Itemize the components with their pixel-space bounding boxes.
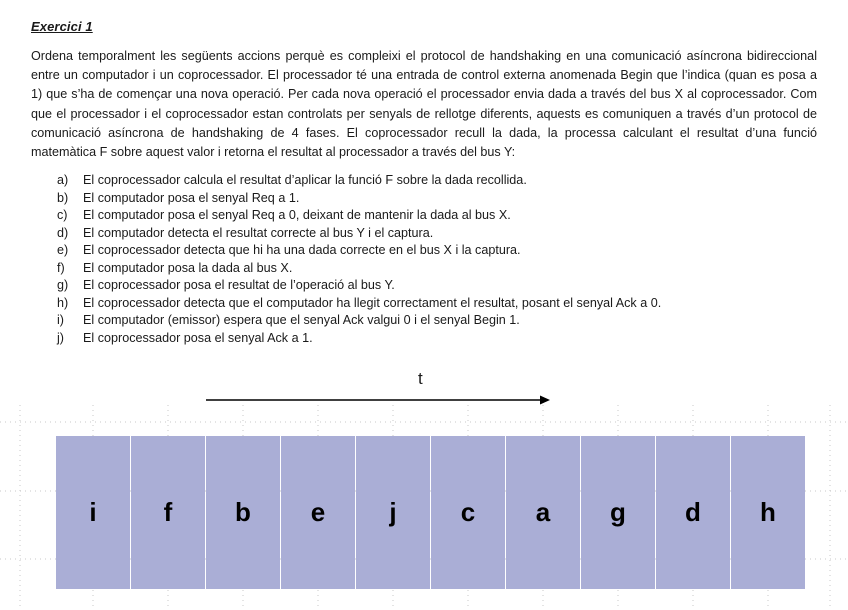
- option-item: [57, 190, 661, 208]
- sequence-card[interactable]: g: [581, 436, 655, 589]
- option-item: [57, 242, 661, 260]
- sequence-card[interactable]: e: [281, 436, 355, 589]
- option-key: h): [57, 295, 69, 310]
- sequence-card[interactable]: j: [356, 436, 430, 589]
- time-axis-label: t: [418, 369, 423, 388]
- option-text: El computador posa el senyal Req a 0, deixant de mantenir la dada al bus X.: [83, 208, 511, 222]
- sequence-card[interactable]: a: [506, 436, 580, 589]
- option-item: [57, 225, 661, 243]
- option-item: [57, 260, 661, 278]
- option-key: i): [57, 313, 64, 327]
- option-item: [57, 277, 661, 295]
- sequence-card[interactable]: b: [206, 436, 280, 589]
- option-item: [57, 312, 661, 330]
- option-text: El coprocessador detecta que hi ha una dada correcte en el bus X i la captura.: [83, 243, 521, 257]
- sequence-card[interactable]: c: [431, 436, 505, 589]
- option-text: El computador detecta el resultat correcte al bus Y i el captura.: [83, 225, 434, 240]
- option-text: El coprocessador detecta que el computador ha llegit correctament el resultat, posant el senyal Ack a 0.: [83, 295, 662, 310]
- exercise-intro: Ordena temporalment les següents accions perquè es compleixi el protocol de handshaking en una comunicació asíncrona bidireccional entre un computador i un coprocessador. El processador té una entrada de control externa anomenada Begin que l’indica (quan es posa a 1) que s’ha de començar una nova operació. Per cada nova operació el processador envia dada a través del bus X al coprocessador. Com que el processador i el coprocessador estan controlats per senyals de rellotge diferents, aquests es comuniquen a través d’un protocol de comunicació asíncrona de handshaking de 4 fases. El coprocessador recull la dada, la processa calculant el resultat d’una funció matemàtica F sobre aquest valor i retorna el resultat al processador a través del bus Y:: [31, 49, 817, 160]
- option-key: f): [57, 260, 65, 275]
- option-text: El coprocessador calcula el resultat d’aplicar la funció F sobre la dada recollida.: [83, 173, 527, 187]
- option-key: a): [57, 173, 69, 187]
- option-text: El coprocessador posa el senyal Ack a 1.: [83, 330, 313, 345]
- option-text: El coprocessador posa el resultat de l’operació al bus Y.: [83, 278, 395, 292]
- option-key: j): [57, 330, 64, 345]
- option-key: d): [57, 225, 69, 240]
- option-text: El computador (emissor) espera que el senyal Ack valgui 0 i el senyal Begin 1.: [83, 313, 520, 327]
- option-item: [57, 330, 661, 348]
- option-item: [57, 295, 661, 313]
- timeline-sequence: [56, 436, 805, 589]
- option-key: c): [57, 208, 68, 222]
- sequence-card[interactable]: d: [656, 436, 730, 589]
- option-key: g): [57, 278, 69, 292]
- time-arrow-icon: [206, 393, 551, 407]
- options-list: [57, 172, 661, 347]
- sequence-card[interactable]: i: [56, 436, 130, 589]
- option-key: e): [57, 243, 69, 257]
- option-item: [57, 207, 661, 225]
- option-text: El computador posa el senyal Req a 1.: [83, 190, 300, 205]
- option-item: [57, 172, 661, 190]
- exercise-title: Exercici 1: [31, 19, 93, 34]
- option-key: b): [57, 190, 69, 205]
- sequence-card[interactable]: f: [131, 436, 205, 589]
- option-text: El computador posa la dada al bus X.: [83, 260, 293, 275]
- sequence-card[interactable]: h: [731, 436, 805, 589]
